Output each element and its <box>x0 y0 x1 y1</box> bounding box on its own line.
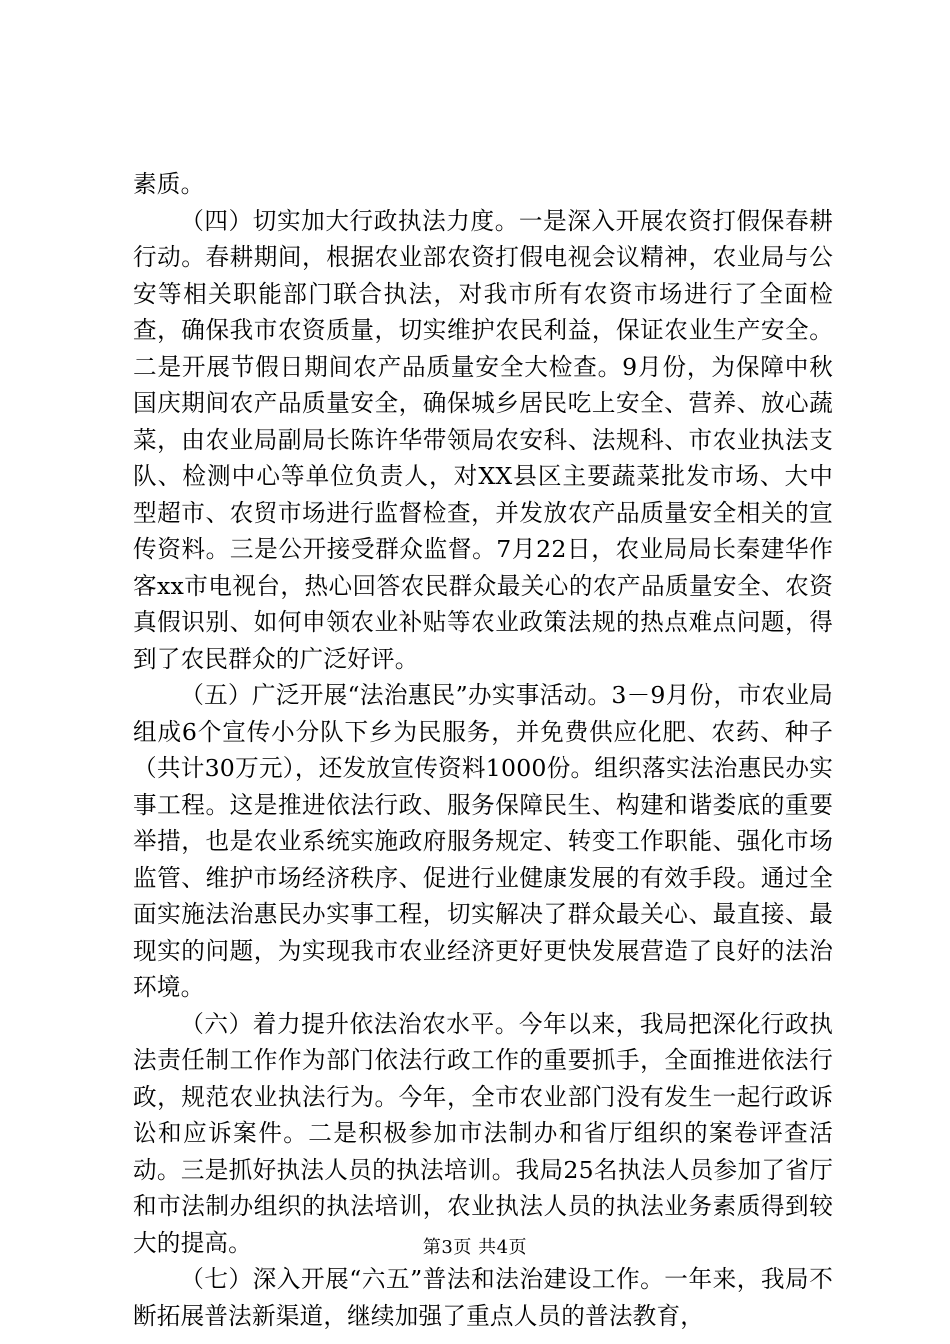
paragraph-section-7: （七）深入开展“六五”普法和法治建设工作。一年来，我局不断拓展普法新渠道，继续加强了重点人员的普法教育， <box>133 1265 833 1330</box>
paragraph-section-4: （四）切实加大行政执法力度。一是深入开展农资打假保春耕行动。春耕期间，根据农业部农资打假电视会议精神，农业局与公安等相关职能部门联合执法，对我市所有农资市场进行了全面检查，确保我市农资质量，切实维护农民利益，保证农业生产安全。二是开展节假日期间农产品质量安全大检查。9月份，为保障中秋国庆期间农产品质量安全，确保城乡居民吃上安全、营养、放心蔬菜，由农业局副局长陈许华带领局农安科、法规科、市农业执法支队、检测中心等单位负责人，对XX县区主要蔬菜批发市场、大中型超市、农贸市场进行监督检查，并发放农产品质量安全相关的宣传资料。三是公开接受群众监督。7月22日，农业局局长秦建华作客xx市电视台，热心回答农民群众最关心的农产品质量安全、农资真假识别、如何申领农业补贴等农业政策法规的热点难点问题，得到了农民群众的广泛好评。 <box>133 206 833 673</box>
page-footer: 第3页 共4页 <box>422 1237 528 1258</box>
paragraph-section-6: （六）着力提升依法治农水平。今年以来，我局把深化行政执法责任制工作作为部门依法行政工作的重要抓手，全面推进依法行政，规范农业执法行为。今年，全市农业部门没有发生一起行政诉讼和应诉案件。二是积极参加市法制办和省厅组织的案卷评查活动。三是抓好执法人员的执法培训。我局25名执法人员参加了省厅和市法制办组织的执法培训，农业执法人员的执法业务素质得到较大的提高。 <box>133 1009 833 1257</box>
paragraph-continuation: 素质。 <box>133 170 205 198</box>
paragraph-section-5: （五）广泛开展“法治惠民”办实事活动。3－9月份，市农业局组成6个宣传小分队下乡为民服务，并免费供应化肥、农药、种子（共计30万元），还发放宣传资料1000份。组织落实法治惠民办实事工程。这是推进依法行政、服务保障民生、构建和谐娄底的重要举措，也是农业系统实施政府服务规定、转变工作职能、强化市场监管、维护市场经济秩序、促进行业健康发展的有效手段。通过全面实施法治惠民办实事工程，切实解决了群众最关心、最直接、最现实的问题，为实现我市农业经济更好更快发展营造了良好的法治环境。 <box>133 681 833 1001</box>
document-body <box>133 166 833 1334</box>
